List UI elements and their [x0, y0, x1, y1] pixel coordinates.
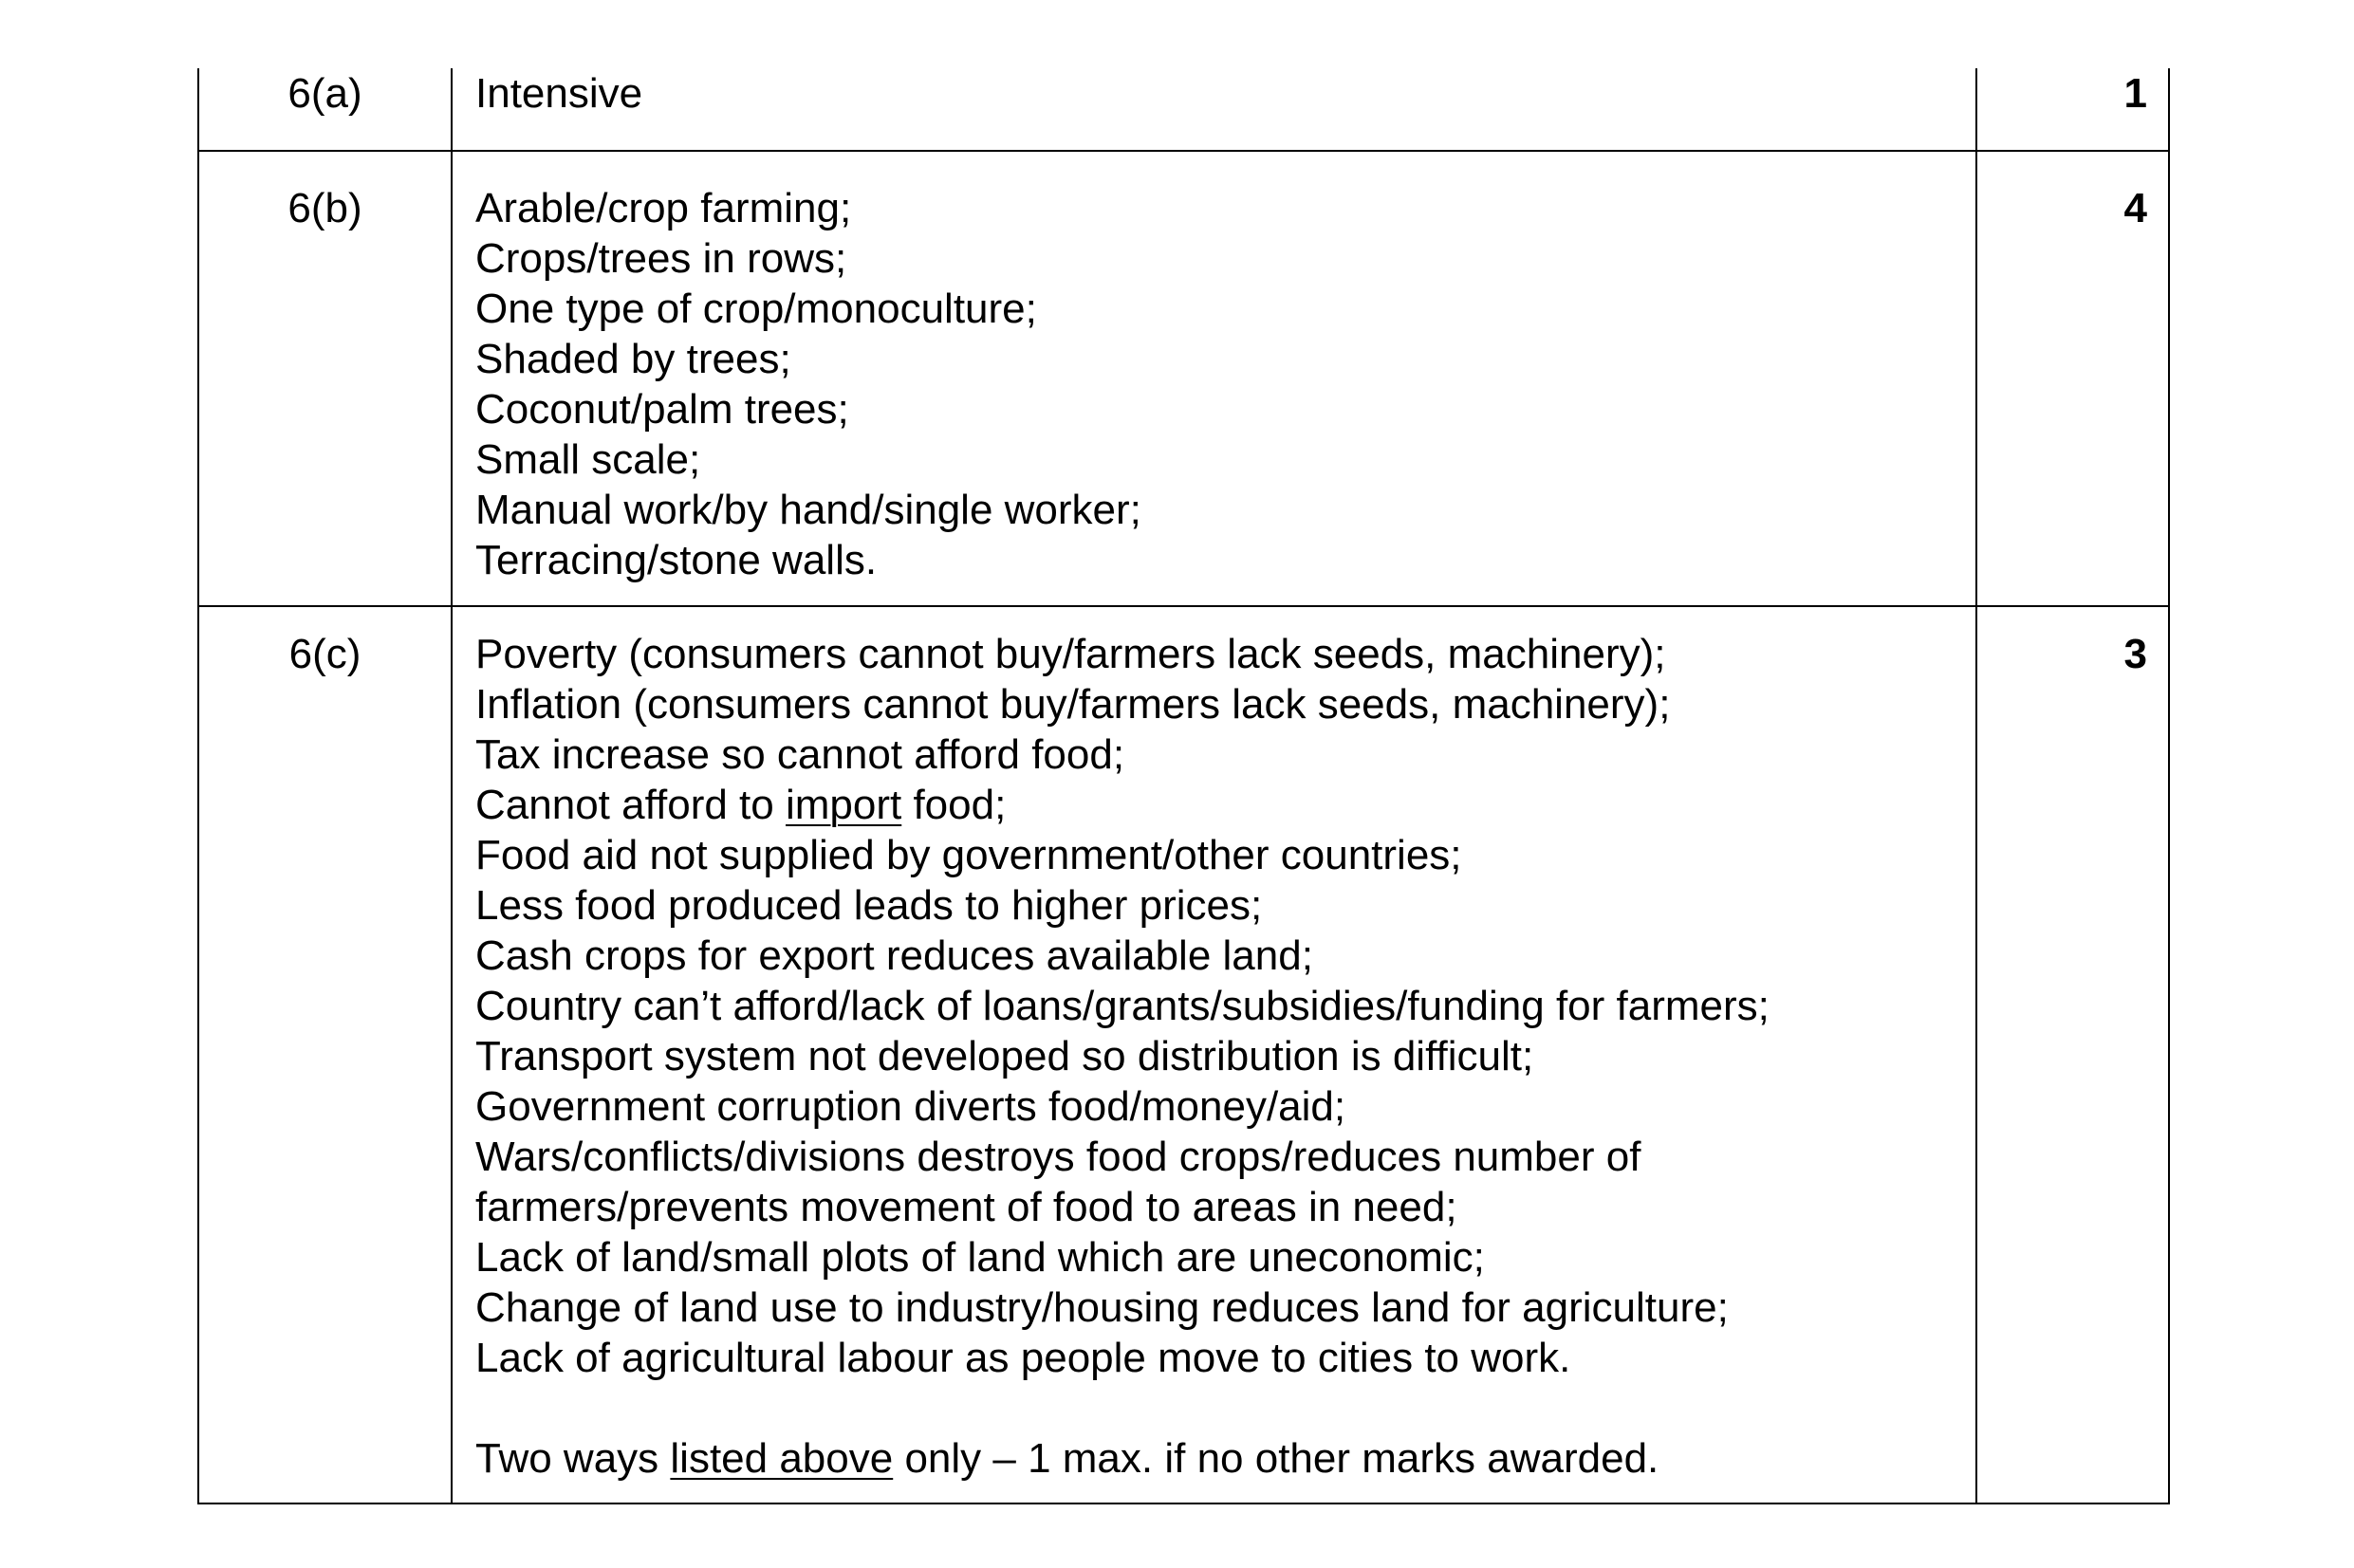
mark-scheme-table: [197, 68, 2170, 1504]
answer-line: Government corruption diverts food/money/aid;: [475, 1083, 1346, 1130]
question-number: 6(c): [288, 631, 361, 677]
answer-cell: [452, 606, 1976, 1503]
answer-text: Cannot afford to: [475, 782, 786, 828]
marks-cell: [1976, 151, 2169, 606]
question-number-cell: [198, 606, 452, 1503]
answer-line: Cash crops for export reduces available land;: [475, 932, 1313, 979]
answer-line: Shaded by trees;: [475, 336, 791, 382]
answer-cell: [452, 68, 1976, 151]
answer-line: Coconut/palm trees;: [475, 386, 849, 433]
answer-line: Crops/trees in rows;: [475, 235, 847, 282]
question-number-cell: [198, 151, 452, 606]
answer-line: Manual work/by hand/single worker;: [475, 487, 1141, 533]
answer-line: Transport system not developed so distribution is difficult;: [475, 1033, 1534, 1079]
answer-line: Less food produced leads to higher prices;: [475, 882, 1263, 929]
marks-value: 4: [2123, 185, 2147, 231]
table-row: [198, 606, 2169, 1503]
marks-value: 1: [2123, 70, 2147, 117]
underlined-keyword: listed above: [670, 1435, 894, 1482]
question-number-cell: [198, 68, 452, 151]
answer-line: Change of land use to industry/housing reduces land for agriculture;: [475, 1284, 1729, 1331]
spacer: [475, 1383, 1956, 1433]
answer-line: [475, 780, 1956, 830]
answer-line: Poverty (consumers cannot buy/farmers lack seeds, machinery);: [475, 631, 1666, 677]
answer-line: Intensive: [475, 70, 643, 117]
table-row: [198, 68, 2169, 151]
answer-line: Arable/crop farming;: [475, 185, 852, 231]
answer-line: Wars/conflicts/divisions destroys food crops/reduces number of: [475, 1134, 1641, 1180]
answer-line: Country can’t afford/lack of loans/grants/subsidies/funding for farmers;: [475, 983, 1770, 1029]
underlined-keyword: import: [785, 782, 902, 828]
table-row: [198, 151, 2169, 606]
answer-line: One type of crop/monoculture;: [475, 286, 1037, 332]
answer-line: Tax increase so cannot afford food;: [475, 731, 1125, 778]
question-number: 6(a): [287, 70, 362, 117]
answer-text: food;: [901, 782, 1007, 828]
question-number: 6(b): [287, 185, 362, 231]
note-text: only – 1 max. if no other marks awarded.: [893, 1435, 1659, 1482]
answer-line: Small scale;: [475, 436, 701, 483]
marking-note: [475, 1433, 1956, 1484]
note-text: Two ways: [475, 1435, 671, 1482]
marks-cell: [1976, 606, 2169, 1503]
marks-cell: [1976, 68, 2169, 151]
answer-cell: [452, 151, 1976, 606]
answer-line: Lack of agricultural labour as people move to cities to work.: [475, 1335, 1571, 1381]
answer-line: Terracing/stone walls.: [475, 537, 878, 583]
answer-line: farmers/prevents movement of food to areas in need;: [475, 1184, 1457, 1230]
marks-value: 3: [2123, 631, 2147, 677]
answer-line: Food aid not supplied by government/other countries;: [475, 832, 1462, 878]
answer-line: Lack of land/small plots of land which are uneconomic;: [475, 1234, 1485, 1281]
answer-line: Inflation (consumers cannot buy/farmers lack seeds, machinery);: [475, 681, 1671, 728]
